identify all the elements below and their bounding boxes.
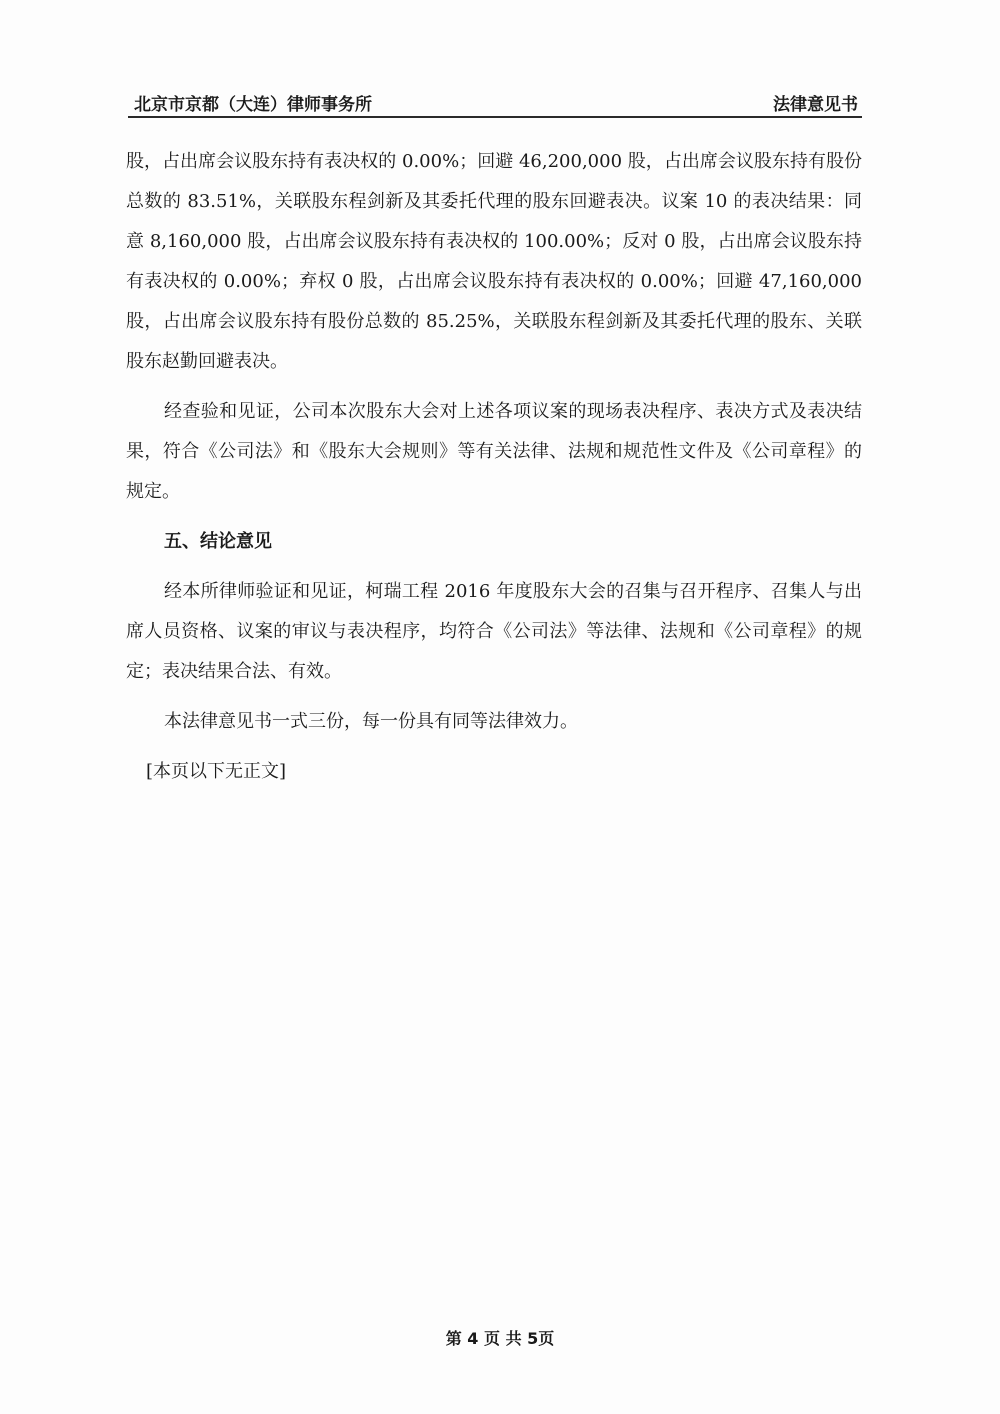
paragraph-verification: 经查验和见证，公司本次股东大会对上述各项议案的现场表决程序、表决方式及表决结果，符合《公司法》和《股东大会规则》等有关法律、法规和规范性文件及《公司章程》的规定。 (126, 401, 862, 502)
paragraph-voting-results: 股，占出席会议股东持有表决权的 0.00%；回避 46,200,000 股，占出席会议股东持有股份总数的 83.51%，关联股东程剑新及其委托代理的股东回避表决。议案 10 的表决结果：同意 8,160,000 股，占出席会议股东持有表决权的 100.00%；反对 0 股，占出席会议股东持有表决权的 0.00%；弃权 0 股，占出席会议股东持有表决权的 0.00%；回避 47,160,000 股，占出席会议股东持有股份总数的 85.25%，关联股东程剑新及其委托代理的股东、关联股东赵勤回避表决。 (126, 151, 862, 372)
page-number: 第 4 页 共 5页 (445, 1329, 555, 1348)
section-heading-conclusion: 五、结论意见 (164, 531, 272, 552)
document-body (126, 142, 862, 802)
header-firm-name: 北京市京都（大连）律师事务所 (134, 95, 372, 115)
paragraph-copies: 本法律意见书一式三份，每一份具有同等法律效力。 (164, 711, 578, 732)
paragraph-conclusion: 经本所律师验证和见证，柯瑞工程 2016 年度股东大会的召集与召开程序、召集人与出席人员资格、议案的审议与表决程序，均符合《公司法》等法律、法规和《公司章程》的规定；表决结果合法、有效。 (126, 581, 862, 682)
header-document-type: 法律意见书 (773, 95, 858, 115)
page-header (128, 86, 862, 118)
no-further-text-note: [本页以下无正文] (146, 761, 287, 782)
